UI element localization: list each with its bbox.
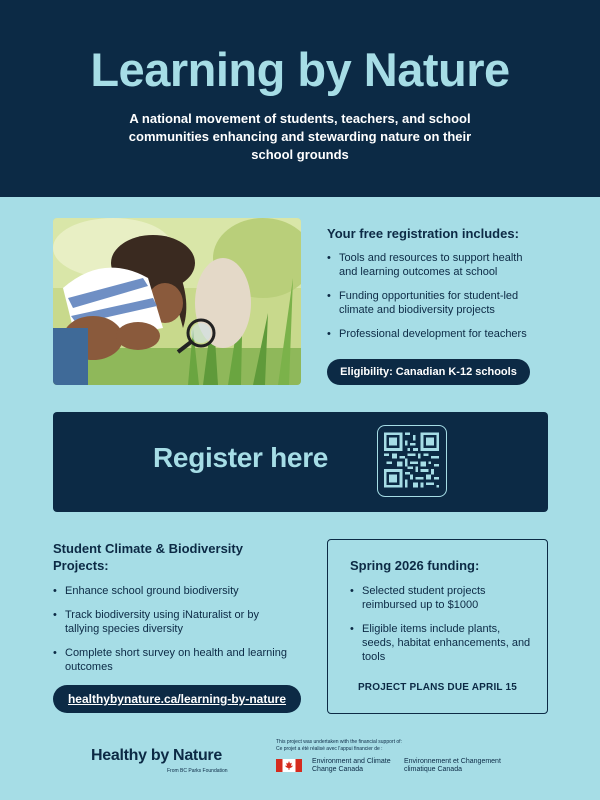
eligibility-badge: Eligibility: Canadian K-12 schools [327, 359, 530, 385]
website-link[interactable]: healthybynature.ca/learning-by-nature [53, 685, 301, 713]
list-item: • Complete short survey on health and learning outcomes [53, 646, 293, 674]
child-with-magnifying-glass-photo-icon [53, 218, 301, 385]
funding-deadline: PROJECT PLANS DUE APRIL 15 [357, 682, 518, 693]
support-en: This project was undertaken with the financial support of: [276, 739, 402, 745]
projects-list [53, 584, 293, 684]
page-subtitle: A national movement of students, teachers, and school communities enhancing and stewarding nature on their school grounds [128, 111, 472, 162]
register-label: Register here [153, 442, 329, 473]
department-name-en: Environment and Climate Change Canada [312, 758, 391, 773]
canada-flag-icon [276, 759, 302, 772]
student-photo [53, 218, 301, 385]
page-title: Learning by Nature [90, 43, 510, 96]
register-button[interactable] [53, 412, 548, 512]
list-item: • Enhance school ground biodiversity [53, 584, 293, 598]
list-item: • Track biodiversity using iNaturalist or by tallying species diversity [53, 608, 293, 636]
list-item: • Eligible items include plants, seeds, habitat enhancements, and tools [350, 622, 535, 664]
registration-title: Your free registration includes: [327, 226, 519, 241]
list-item: • Professional development for teachers [327, 327, 542, 341]
department-name-fr: Environnement et Changement climatique Canada [404, 758, 501, 773]
funding-list [350, 584, 535, 674]
funding-title: Spring 2026 funding: [350, 558, 480, 573]
header-banner [0, 0, 600, 197]
list-item: • Funding opportunities for student-led climate and biodiversity projects [327, 289, 542, 317]
registration-list [327, 251, 542, 351]
list-item: • Selected student projects reimbursed up to $1000 [350, 584, 535, 612]
qr-code-icon[interactable] [377, 425, 447, 497]
funding-box [327, 539, 548, 714]
logo-subtitle: From BC Parks Foundation [167, 768, 228, 774]
projects-title: Student Climate & Biodiversity Projects: [53, 541, 243, 573]
support-fr: Ce projet a été réalisé avec l'appui financier de : [276, 746, 383, 752]
healthy-by-nature-logo: Healthy by Nature [91, 747, 222, 764]
list-item: • Tools and resources to support health and learning outcomes at school [327, 251, 542, 279]
support-statement [276, 739, 476, 753]
